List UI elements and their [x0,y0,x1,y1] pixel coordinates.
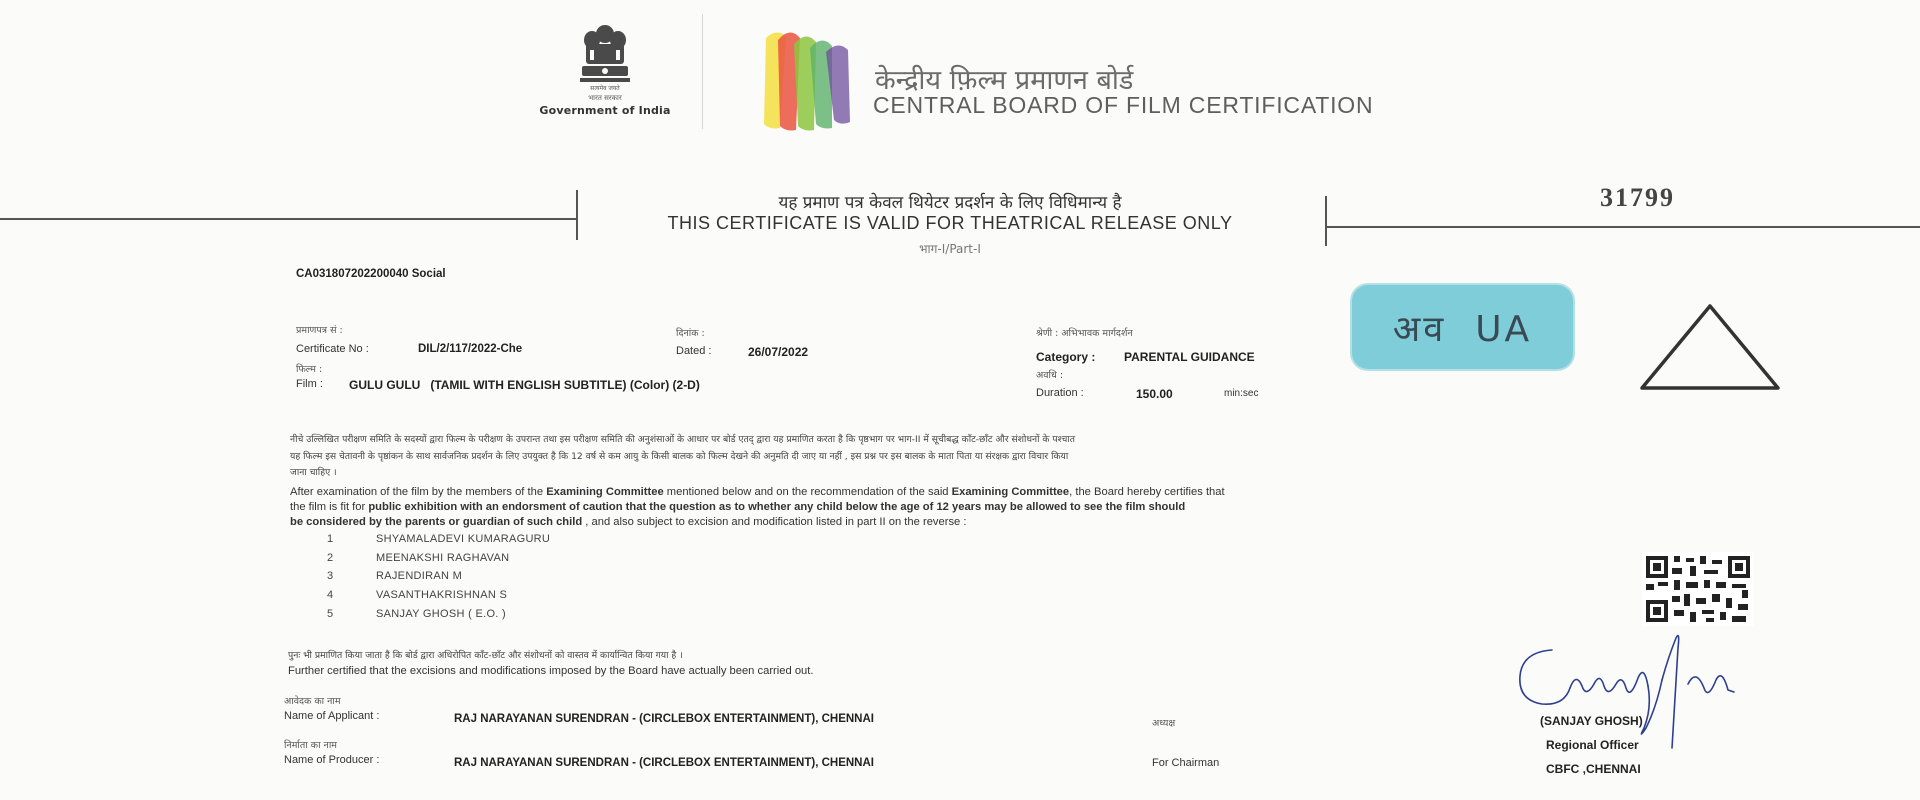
hindi-line-3: जाना चाहिए । [290,467,337,478]
cbfc-logo-icon [758,18,858,137]
date-hindi: दिनांक : [676,328,705,339]
member-name: SHYAMALADEVI KUMARAGURU [376,533,551,545]
banner-rule-right [1326,226,1920,228]
english-line-3-a: be considered by the parents or guardian of such child [290,516,583,528]
rating-badge-text: अव UA [1392,308,1533,350]
govt-emblem [535,22,675,117]
emblem-hindi-label: भारत सरकार [588,94,622,102]
english-line-1-a: After examination of the film by the members of the [290,486,547,498]
member-name: RAJENDIRAN M [376,570,463,582]
duration-unit: min:sec [1224,388,1259,399]
film-hindi: फिल्म : [296,364,323,375]
validity-hindi: यह प्रमाण पत्र केवल थियेटर प्रदर्शन के लिए विधिमान्य है [778,193,1122,213]
chairman-hindi: अध्यक्ष [1152,718,1176,729]
english-line-2 [290,500,1185,515]
english-line-3-b: , and also subject to excision and modification listed in part II on the reverse : [582,516,967,528]
member-number: 1 [327,533,334,545]
signatory-name: (SANJAY GHOSH) [1540,714,1643,728]
category-label: Category : [1036,350,1096,364]
further-hindi: पुनः भी प्रमाणित किया जाता है कि बोर्ड द्वारा अधिरोपित काँट-छाँट और संशोधनों को वास्तव में कार्यान्वित किया गया है । [288,650,683,661]
signatory-office: CBFC ,CHENNAI [1546,762,1641,776]
certificate-serial: 31799 [1600,183,1675,212]
member-number: 4 [327,589,334,601]
applicant-value: RAJ NARAYANAN SURENDRAN - (CIRCLEBOX ENTERTAINMENT), CHENNAI [454,713,874,725]
hindi-line-2: यह फिल्म इस चेतावनी के पृष्ठांकन के साथ सार्वजनिक प्रदर्शन के लिए उपयुक्त है कि 12 वर्ष से कम आयु के किसी बालक को फिल्म देखने की अनुमति दी जाए या नहीं , इस प्रश्न पर इस बालक के माता पिता या संरक्षक द्वारा विचार किया [290,451,1069,462]
producer-label: Name of Producer : [284,754,380,766]
cert-no-value: DIL/2/117/2022-Che [418,343,523,355]
cert-no-hindi: प्रमाणपत्र सं : [296,325,343,336]
validity-english: THIS CERTIFICATE IS VALID FOR THEATRICAL RELEASE ONLY [667,213,1233,233]
member-number: 5 [327,608,334,620]
header-divider [702,14,703,129]
english-line-2-b: public exhibition with an endorsment of caution that the question as to whether any child below the age of 12 years may be allowed to see the film should [368,501,1186,513]
cert-no-label: Certificate No : [296,343,369,355]
duration-label: Duration : [1036,387,1084,399]
english-line-1-c: mentioned below and on the recommendation of the said [663,486,952,498]
member-number: 2 [327,552,334,564]
banner-tick-left [576,190,578,240]
applicant-label: Name of Applicant : [284,710,380,722]
english-line-1 [290,485,1225,500]
film-label: Film : [296,378,323,390]
producer-hindi: निर्माता का नाम [284,740,337,751]
film-value: GULU GULU (TAMIL WITH ENGLISH SUBTITLE) (Color) (2-D) [349,378,700,392]
member-name: MEENAKSHI RAGHAVAN [376,552,510,564]
rating-badge [1352,285,1573,369]
caution-triangle-icon [1636,300,1784,398]
english-line-3 [290,515,967,530]
duration-hindi: अवधि : [1036,370,1064,381]
category-hindi: श्रेणी : अभिभावक मार्गदर्शन [1036,328,1133,339]
further-english: Further certified that the excisions and modifications imposed by the Board have actually been carried out. [288,665,814,677]
english-line-1-d: Examining Committee [951,486,1070,498]
english-line-2-a: the film is fit for [290,501,369,513]
qr-code-icon [1642,552,1754,630]
member-name: SANJAY GHOSH ( E.O. ) [376,608,506,620]
duration-value: 150.00 [1136,387,1173,401]
applicant-hindi: आवेदक का नाम [284,696,341,707]
producer-value: RAJ NARAYANAN SURENDRAN - (CIRCLEBOX ENTERTAINMENT), CHENNAI [454,757,874,769]
hindi-line-1: नीचे उल्लिखित परीक्षण समिति के सदस्यों द्वारा फिल्म के परीक्षण के उपरान्त तथा इस परीक्षण समिति की अनुशंसाओं के आधार पर बोर्ड एतद् द्वारा यह प्रमाणित करता है कि पृष्ठभाग पर भाग-II में सूचीबद्ध काँट-छाँट और संशोधनों के पश्चात [290,434,1075,445]
for-chairman-label: For Chairman [1152,757,1220,769]
signatory-title: Regional Officer [1546,738,1639,752]
english-line-1-b: Examining Committee [546,486,664,498]
reference-code: CA031807202200040 Social [296,268,446,280]
member-name: VASANTHAKRISHNAN S [376,589,508,601]
date-value: 26/07/2022 [748,345,809,359]
government-of-india-label: Government of India [539,104,671,117]
category-value: PARENTAL GUIDANCE [1124,350,1255,364]
banner-rule-left [0,218,578,220]
part-label: भाग-I/Part-I [919,242,981,256]
svg-text:सत्यमेव जयते: सत्यमेव जयते [590,85,620,92]
lion-capital-icon [570,22,640,92]
english-line-1-e: , the Board hereby certifies that [1069,486,1225,498]
board-name-hindi: केन्द्रीय फ़िल्म प्रमाणन बोर्ड [875,65,1134,96]
banner-tick-right [1325,196,1327,246]
member-number: 3 [327,570,334,582]
board-name-english: CENTRAL BOARD OF FILM CERTIFICATION [873,92,1374,118]
date-label: Dated : [676,345,712,357]
